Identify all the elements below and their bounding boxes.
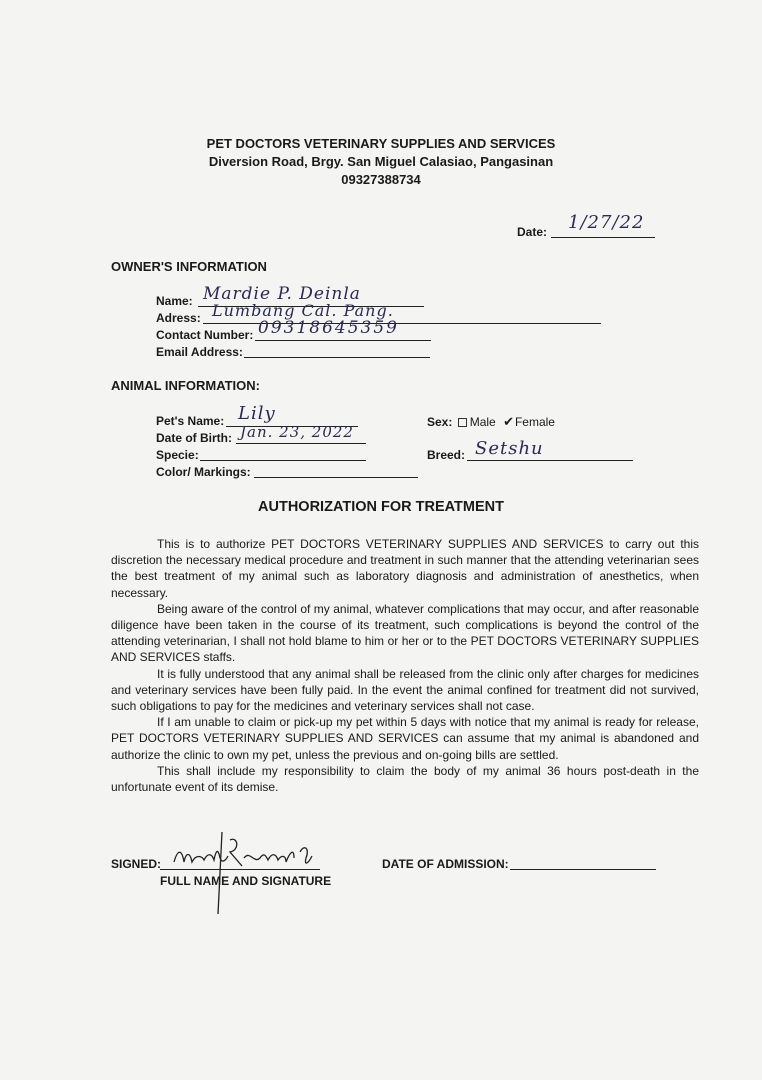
- owner-contact-value: 09318645359: [258, 318, 399, 338]
- owner-email-label: Email Address:: [156, 345, 243, 359]
- color-line: [254, 477, 418, 478]
- signed-label: SIGNED:: [111, 857, 162, 871]
- date-line: [551, 237, 655, 238]
- color-label: Color/ Markings:: [156, 465, 251, 479]
- authorization-paragraph: This is to authorize PET DOCTORS VETERINARY SUPPLIES AND SERVICES to carry out this discretion the necessary medical procedure and treatment in such manner that the attending veterinarian sees the best treatment of my animal such as laboratory diagnosis and administration of anesthetics, when necessary.: [111, 537, 699, 600]
- dob-line: [236, 443, 366, 444]
- admission-label: DATE OF ADMISSION:: [382, 857, 509, 871]
- specie-line: [200, 460, 366, 461]
- male-checkbox[interactable]: [458, 418, 467, 427]
- female-checkmark-icon[interactable]: ✔: [503, 414, 514, 429]
- authorization-title: AUTHORIZATION FOR TREATMENT: [258, 499, 504, 515]
- owner-email-line: [244, 357, 430, 358]
- pet-name-value: Lily: [238, 403, 276, 424]
- clinic-name: PET DOCTORS VETERINARY SUPPLIES AND SERVICES: [206, 136, 556, 151]
- authorization-paragraph: Being aware of the control of my animal, whatever complications that may occur, and after reasonable diligence have been taken in the course of its treatment, such complications is beyond the control of the attending veterinarian, I shall not hold blame to him or her or to the PET DOCTORS VETERINARY SUPPLIES AND SERVICES staffs.: [111, 601, 699, 665]
- date-label: Date:: [517, 225, 548, 239]
- male-option-label: Male: [469, 415, 496, 429]
- owner-address-value: Lumbang Cal. Pang.: [212, 301, 394, 320]
- specie-label: Specie:: [156, 448, 199, 462]
- owner-contact-label: Contact Number:: [156, 328, 254, 342]
- breed-line: [467, 460, 633, 461]
- authorization-body: [111, 536, 699, 795]
- signature-caption: FULL NAME AND SIGNATURE: [160, 874, 332, 888]
- authorization-paragraph: If I am unable to claim or pick-up my pet within 5 days with notice that my animal is ready for release, PET DOCTORS VETERINARY SUPPLIES AND SERVICES can assume that my animal is abandoned and authorize the clinic to own my pet, unless the previous and on-going bills are settled.: [111, 715, 699, 762]
- sex-field: [427, 414, 555, 430]
- female-option-label: Female: [514, 415, 555, 429]
- dob-label: Date of Birth:: [156, 431, 232, 445]
- clinic-phone: 09327388734: [341, 172, 421, 187]
- owner-contact-line: [255, 340, 431, 341]
- authorization-paragraph: This shall include my responsibility to claim the body of my animal 36 hours post-death in the unfortunate event of its demise.: [111, 763, 699, 795]
- dob-value: Jan. 23, 2022: [240, 423, 354, 441]
- owner-name-label: Name:: [156, 294, 193, 308]
- pet-name-label: Pet's Name:: [156, 414, 225, 428]
- breed-label: Breed:: [427, 448, 466, 462]
- authorization-paragraph: It is fully understood that any animal shall be released from the clinic only after charges for medicines and veterinary services have been fully paid. In the event the animal confined for treatment did not survived, such obligations to pay for the medicines and veterinary services shall not case.: [111, 666, 699, 714]
- animal-section-title: ANIMAL INFORMATION:: [111, 378, 260, 393]
- admission-line: [510, 869, 656, 870]
- handwritten-signature: [168, 830, 328, 914]
- sex-label: Sex:: [427, 415, 453, 429]
- owner-section-title: OWNER'S INFORMATION: [111, 259, 267, 274]
- date-value: 1/27/22: [568, 212, 645, 233]
- owner-address-label: Adress:: [156, 311, 201, 325]
- breed-value: Setshu: [475, 438, 544, 459]
- owner-name-value: Mardie P. Deinla: [203, 284, 361, 304]
- clinic-address: Diversion Road, Brgy. San Miguel Calasiao, Pangasinan: [208, 154, 554, 169]
